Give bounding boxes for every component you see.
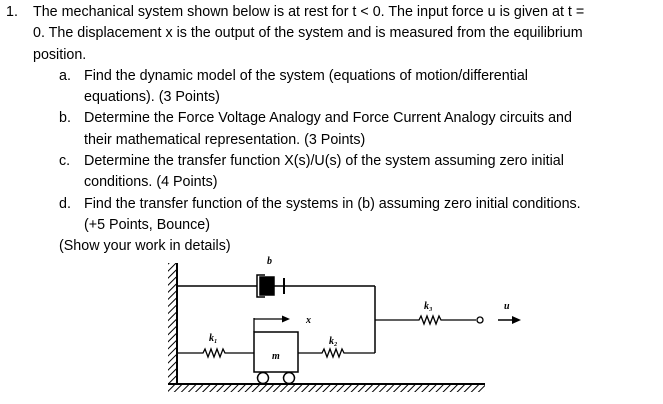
- part-line: Determine the Force Voltage Analogy and Force Current Analogy circuits and: [84, 110, 572, 127]
- question-line: The mechanical system shown below is at rest for t < 0. The input force u is given at t =: [33, 4, 585, 20]
- question-line: position.: [33, 46, 87, 63]
- damper-b: [177, 275, 375, 297]
- part-line: Find the transfer function of the systems in (b) assuming zero initial conditions.: [84, 195, 581, 212]
- spring-k1: [177, 349, 254, 357]
- damper-b-label: b: [267, 256, 272, 267]
- part-line: their mathematical representation. (3 Points): [84, 131, 366, 148]
- force-u-arrow: [498, 316, 521, 324]
- spring-k3-label: k₃: [424, 301, 433, 312]
- displacement-x-label: x: [306, 315, 311, 326]
- part-letter: c.: [59, 153, 71, 170]
- part-line: Find the dynamic model of the system (equations of motion/differential: [84, 67, 528, 84]
- part-letter: d.: [59, 195, 71, 212]
- show-work-note: (Show your work in details): [59, 238, 231, 255]
- displacement-x-arrow: [254, 316, 290, 333]
- part-line: Determine the transfer function X(s)/U(s) of the system assuming zero initial: [84, 153, 564, 170]
- question-number: 1.: [6, 4, 18, 20]
- ground: [168, 384, 485, 392]
- question-line: 0. The displacement x is the output of the system and is measured from the equilibrium: [33, 25, 583, 42]
- fixed-wall: [168, 263, 177, 384]
- part-letter: a.: [59, 67, 71, 84]
- force-u-label: u: [504, 301, 510, 312]
- spring-k3: [375, 316, 476, 324]
- spring-k1-label: k₁: [209, 333, 218, 344]
- mass-m-label: m: [272, 351, 280, 362]
- spring-k2: [298, 349, 375, 357]
- part-letter: b.: [59, 110, 71, 127]
- input-node: [477, 317, 483, 323]
- part-line: equations). (3 Points): [84, 89, 220, 106]
- part-line: conditions. (4 Points): [84, 174, 218, 191]
- spring-k2-label: k₂: [329, 336, 338, 347]
- part-line: (+5 Points, Bounce): [84, 216, 210, 233]
